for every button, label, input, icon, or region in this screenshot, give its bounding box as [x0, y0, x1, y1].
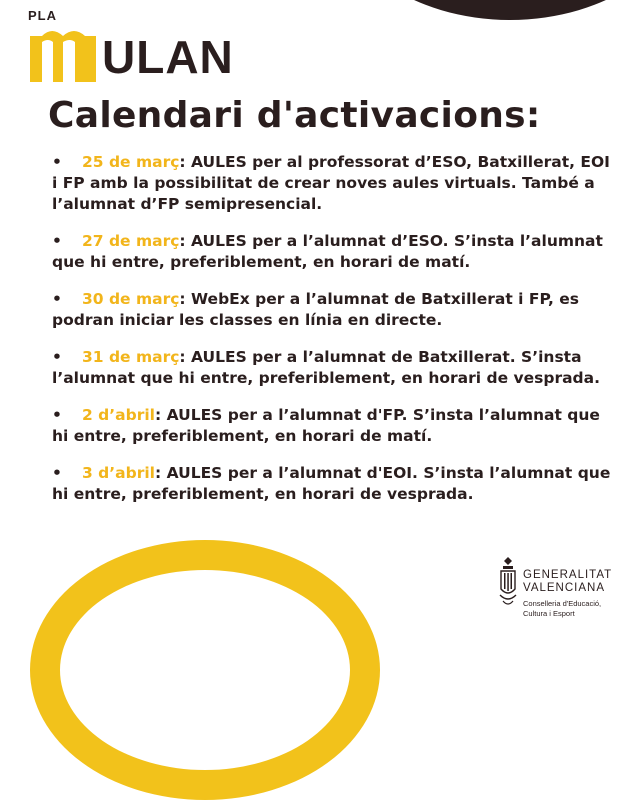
bullet-icon: •: [52, 464, 62, 482]
list-item: [52, 463, 612, 505]
item-text: : AULES per a l’alumnat de Batxillerat. S’insta l’alumnat que hi entre, preferiblement, en horari de vesprada.: [52, 348, 600, 387]
generalitat-crest-icon: [497, 555, 519, 611]
activation-calendar-list: [52, 152, 612, 521]
bullet-icon: •: [52, 406, 62, 424]
logo-prefix: PLA: [28, 8, 57, 23]
bullet-icon: •: [52, 290, 62, 308]
bullet-icon: •: [52, 348, 62, 366]
list-item: [52, 405, 612, 447]
generalitat-valenciana-logo: [497, 555, 619, 617]
list-item: [52, 231, 612, 273]
mulan-m-icon: [28, 26, 98, 82]
list-item: [52, 289, 612, 331]
item-text: : AULES per al professorat d’ESO, Batxillerat, EOI i FP amb la possibilitat de crear noves aules virtuals. També a l’alumnat d’FP semipresencial.: [52, 153, 610, 213]
bullet-icon: •: [52, 232, 62, 250]
item-date: 30 de març: [82, 290, 180, 308]
page-title: Calendari d'activacions:: [48, 95, 541, 136]
list-item: [52, 347, 612, 389]
pla-mulan-logo: [28, 8, 258, 88]
item-text: : WebEx per a l’alumnat de Batxillerat i FP, es podran iniciar les classes en línia en directe.: [52, 290, 579, 329]
decorative-yellow-arc: [30, 540, 380, 800]
gva-department-line2: Cultura i Esport: [523, 609, 575, 618]
gva-name-line2: VALENCIANA: [523, 582, 606, 594]
item-text: : AULES per a l’alumnat d'EOI. S’insta l’alumnat que hi entre, preferiblement, en horari de vesprada.: [52, 464, 611, 503]
item-date: 27 de març: [82, 232, 180, 250]
gva-department-line1: Conselleria d'Educació,: [523, 599, 602, 608]
item-date: 31 de març: [82, 348, 180, 366]
item-date: 2 d’abril: [82, 406, 155, 424]
item-date: 25 de març: [82, 153, 180, 171]
item-text: : AULES per a l’alumnat d'FP. S’insta l’alumnat que hi entre, preferiblement, en horari de matí.: [52, 406, 600, 445]
item-text: : AULES per a l’alumnat d’ESO. S’insta l’alumnat que hi entre, preferiblement, en horari de matí.: [52, 232, 603, 271]
item-date: 3 d’abril: [82, 464, 155, 482]
gva-name-line1: GENERALITAT: [523, 569, 613, 581]
decorative-dark-arc: [330, 0, 626, 20]
list-item: [52, 152, 612, 215]
bullet-icon: •: [52, 153, 62, 171]
logo-wordmark: ULAN: [102, 31, 234, 83]
